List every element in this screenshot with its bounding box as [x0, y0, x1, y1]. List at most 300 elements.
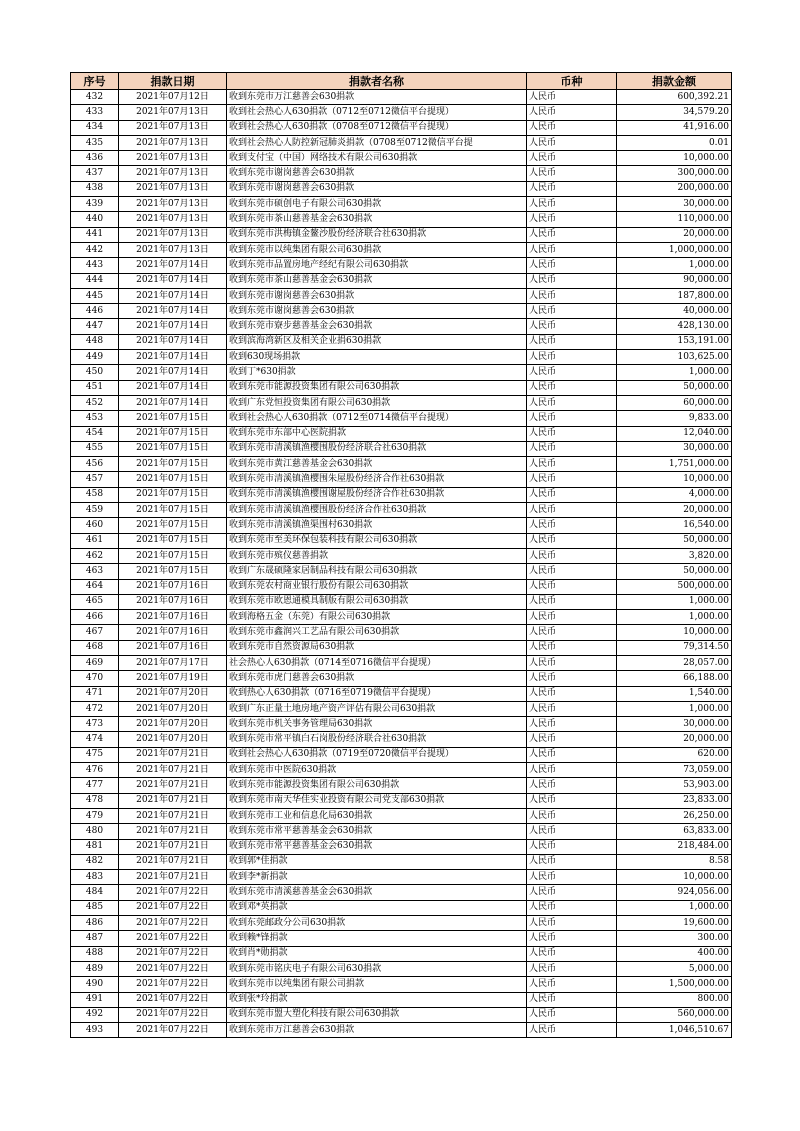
cell-donor: 收到东莞市清溪镇渔渠围村630捐款 — [227, 518, 527, 533]
table-row — [71, 518, 732, 533]
cell-seq: 486 — [71, 916, 119, 931]
table-row — [71, 304, 732, 319]
cell-amount: 19,600.00 — [617, 916, 732, 931]
cell-date: 2021年07月13日 — [119, 181, 227, 196]
cell-currency: 人民币 — [527, 181, 617, 196]
cell-donor: 收到东莞市能源投资集团有限公司630捐款 — [227, 380, 527, 395]
cell-amount: 218,484.00 — [617, 839, 732, 854]
cell-amount: 4,000.00 — [617, 487, 732, 502]
cell-currency: 人民币 — [527, 350, 617, 365]
cell-amount: 560,000.00 — [617, 1007, 732, 1022]
table-row — [71, 1023, 732, 1038]
cell-seq: 484 — [71, 885, 119, 900]
cell-date: 2021年07月22日 — [119, 931, 227, 946]
cell-donor: 收到东莞市谢岗慈善会630捐款 — [227, 166, 527, 181]
cell-date: 2021年07月21日 — [119, 763, 227, 778]
cell-seq: 471 — [71, 686, 119, 701]
cell-amount: 200,000.00 — [617, 181, 732, 196]
cell-amount: 110,000.00 — [617, 212, 732, 227]
cell-currency: 人民币 — [527, 854, 617, 869]
cell-donor: 收到东莞市洪梅镇金鳌沙股份经济联合社630捐款 — [227, 227, 527, 242]
cell-date: 2021年07月22日 — [119, 916, 227, 931]
table-row — [71, 640, 732, 655]
cell-currency: 人民币 — [527, 732, 617, 747]
cell-donor: 收到东莞市殡仪慈善捐款 — [227, 548, 527, 563]
cell-seq: 447 — [71, 319, 119, 334]
cell-currency: 人民币 — [527, 273, 617, 288]
cell-donor: 收到社会热心人630捐款（0712至0712微信平台提现） — [227, 105, 527, 120]
cell-currency: 人民币 — [527, 579, 617, 594]
table-row — [71, 227, 732, 242]
cell-date: 2021年07月13日 — [119, 227, 227, 242]
cell-seq: 482 — [71, 854, 119, 869]
cell-seq: 475 — [71, 747, 119, 762]
cell-date: 2021年07月16日 — [119, 594, 227, 609]
cell-amount: 26,250.00 — [617, 808, 732, 823]
cell-date: 2021年07月22日 — [119, 885, 227, 900]
table-row — [71, 732, 732, 747]
cell-amount: 1,000.00 — [617, 701, 732, 716]
cell-currency: 人民币 — [527, 105, 617, 120]
cell-date: 2021年07月15日 — [119, 487, 227, 502]
cell-currency: 人民币 — [527, 242, 617, 257]
cell-seq: 476 — [71, 763, 119, 778]
table-row — [71, 961, 732, 976]
cell-seq: 493 — [71, 1023, 119, 1038]
cell-date: 2021年07月14日 — [119, 273, 227, 288]
cell-currency: 人民币 — [527, 533, 617, 548]
cell-currency: 人民币 — [527, 395, 617, 410]
cell-date: 2021年07月15日 — [119, 426, 227, 441]
cell-date: 2021年07月22日 — [119, 961, 227, 976]
cell-amount: 50,000.00 — [617, 533, 732, 548]
cell-amount: 20,000.00 — [617, 503, 732, 518]
cell-amount: 428,130.00 — [617, 319, 732, 334]
table-row — [71, 931, 732, 946]
cell-seq: 492 — [71, 1007, 119, 1022]
cell-currency: 人民币 — [527, 365, 617, 380]
cell-donor: 收到支付宝（中国）网络技术有限公司630捐款 — [227, 151, 527, 166]
cell-amount: 34,579.20 — [617, 105, 732, 120]
cell-date: 2021年07月21日 — [119, 870, 227, 885]
cell-donor: 收到海格五金（东莞）有限公司630捐款 — [227, 610, 527, 625]
cell-date: 2021年07月13日 — [119, 120, 227, 135]
cell-seq: 437 — [71, 166, 119, 181]
cell-donor: 收到东莞市谢岗慈善会630捐款 — [227, 181, 527, 196]
cell-seq: 448 — [71, 334, 119, 349]
cell-donor: 收到东莞市南天华佳实业投资有限公司党支部630捐款 — [227, 793, 527, 808]
table-row — [71, 319, 732, 334]
cell-seq: 459 — [71, 503, 119, 518]
table-row — [71, 212, 732, 227]
cell-date: 2021年07月15日 — [119, 518, 227, 533]
cell-currency: 人民币 — [527, 380, 617, 395]
cell-seq: 443 — [71, 258, 119, 273]
cell-seq: 465 — [71, 594, 119, 609]
cell-seq: 462 — [71, 548, 119, 563]
cell-currency: 人民币 — [527, 227, 617, 242]
cell-donor: 收到社会热心人630捐款（0708至0712微信平台提现） — [227, 120, 527, 135]
cell-seq: 487 — [71, 931, 119, 946]
cell-amount: 1,500,000.00 — [617, 977, 732, 992]
cell-amount: 79,314.50 — [617, 640, 732, 655]
cell-donor: 收到广东晟硕隆家居制品科技有限公司630捐款 — [227, 564, 527, 579]
cell-donor: 收到东莞邮政分公司630捐款 — [227, 916, 527, 931]
cell-date: 2021年07月21日 — [119, 793, 227, 808]
cell-amount: 1,000.00 — [617, 594, 732, 609]
table-row — [71, 365, 732, 380]
cell-currency: 人民币 — [527, 778, 617, 793]
cell-currency: 人民币 — [527, 487, 617, 502]
cell-date: 2021年07月13日 — [119, 151, 227, 166]
cell-seq: 489 — [71, 961, 119, 976]
header-donor: 捐款者名称 — [227, 73, 527, 90]
cell-donor: 收到东莞市清溪镇渔樱围股份经济联合社630捐款 — [227, 441, 527, 456]
cell-seq: 455 — [71, 441, 119, 456]
cell-seq: 451 — [71, 380, 119, 395]
cell-donor: 收到东莞市东部中心医院捐款 — [227, 426, 527, 441]
cell-date: 2021年07月15日 — [119, 472, 227, 487]
cell-donor: 收到东莞市常平慈善基金会630捐款 — [227, 839, 527, 854]
cell-date: 2021年07月20日 — [119, 701, 227, 716]
cell-amount: 73,059.00 — [617, 763, 732, 778]
cell-seq: 456 — [71, 457, 119, 472]
cell-donor: 收到东莞市硕创电子有限公司630捐款 — [227, 197, 527, 212]
cell-seq: 490 — [71, 977, 119, 992]
cell-seq: 454 — [71, 426, 119, 441]
cell-donor: 收到赖*锋捐款 — [227, 931, 527, 946]
cell-currency: 人民币 — [527, 90, 617, 105]
table-row — [71, 824, 732, 839]
cell-currency: 人民币 — [527, 916, 617, 931]
cell-date: 2021年07月13日 — [119, 105, 227, 120]
cell-date: 2021年07月19日 — [119, 671, 227, 686]
cell-currency: 人民币 — [527, 426, 617, 441]
cell-seq: 446 — [71, 304, 119, 319]
cell-seq: 453 — [71, 411, 119, 426]
table-row — [71, 350, 732, 365]
cell-seq: 478 — [71, 793, 119, 808]
cell-donor: 收到东莞市以纯集团有限公司捐款 — [227, 977, 527, 992]
cell-seq: 464 — [71, 579, 119, 594]
cell-seq: 449 — [71, 350, 119, 365]
cell-donor: 收到郭*佳捐款 — [227, 854, 527, 869]
cell-amount: 30,000.00 — [617, 717, 732, 732]
cell-currency: 人民币 — [527, 763, 617, 778]
cell-currency: 人民币 — [527, 334, 617, 349]
table-row — [71, 426, 732, 441]
table-row — [71, 763, 732, 778]
cell-seq: 477 — [71, 778, 119, 793]
cell-seq: 473 — [71, 717, 119, 732]
cell-amount: 5,000.00 — [617, 961, 732, 976]
cell-amount: 187,800.00 — [617, 288, 732, 303]
cell-date: 2021年07月15日 — [119, 503, 227, 518]
table-row — [71, 273, 732, 288]
cell-currency: 人民币 — [527, 747, 617, 762]
table-row — [71, 457, 732, 472]
table-row — [71, 977, 732, 992]
cell-date: 2021年07月15日 — [119, 548, 227, 563]
cell-seq: 461 — [71, 533, 119, 548]
cell-currency: 人民币 — [527, 717, 617, 732]
cell-seq: 433 — [71, 105, 119, 120]
cell-amount: 20,000.00 — [617, 227, 732, 242]
cell-amount: 16,540.00 — [617, 518, 732, 533]
cell-donor: 收到东莞市品置房地产经纪有限公司630捐款 — [227, 258, 527, 273]
cell-donor: 收到东莞市能源投资集团有限公司630捐款 — [227, 778, 527, 793]
cell-amount: 0.01 — [617, 135, 732, 150]
cell-date: 2021年07月14日 — [119, 380, 227, 395]
cell-date: 2021年07月16日 — [119, 579, 227, 594]
table-row — [71, 197, 732, 212]
table-row — [71, 564, 732, 579]
cell-amount: 63,833.00 — [617, 824, 732, 839]
cell-donor: 收到东莞市清溪镇渔樱围谢屋股份经济合作社630捐款 — [227, 487, 527, 502]
donation-table — [70, 72, 732, 1038]
table-row — [71, 900, 732, 915]
cell-currency: 人民币 — [527, 946, 617, 961]
cell-currency: 人民币 — [527, 212, 617, 227]
cell-seq: 435 — [71, 135, 119, 150]
table-row — [71, 472, 732, 487]
cell-seq: 479 — [71, 808, 119, 823]
table-row — [71, 717, 732, 732]
table-row — [71, 946, 732, 961]
cell-seq: 463 — [71, 564, 119, 579]
cell-currency: 人民币 — [527, 961, 617, 976]
cell-seq: 467 — [71, 625, 119, 640]
cell-amount: 620.00 — [617, 747, 732, 762]
cell-amount: 50,000.00 — [617, 380, 732, 395]
cell-amount: 10,000.00 — [617, 151, 732, 166]
cell-seq: 458 — [71, 487, 119, 502]
table-row — [71, 854, 732, 869]
cell-donor: 收到广东党恒投资集团有限公司630捐款 — [227, 395, 527, 410]
cell-seq: 441 — [71, 227, 119, 242]
cell-date: 2021年07月22日 — [119, 900, 227, 915]
header-date: 捐款日期 — [119, 73, 227, 90]
cell-amount: 9,833.00 — [617, 411, 732, 426]
cell-donor: 收到东莞市茶山慈善基金会630捐款 — [227, 212, 527, 227]
cell-amount: 924,056.00 — [617, 885, 732, 900]
cell-amount: 1,751,000.00 — [617, 457, 732, 472]
cell-amount: 1,000.00 — [617, 365, 732, 380]
cell-donor: 收到邓*英捐款 — [227, 900, 527, 915]
cell-currency: 人民币 — [527, 120, 617, 135]
cell-currency: 人民币 — [527, 977, 617, 992]
cell-currency: 人民币 — [527, 564, 617, 579]
cell-seq: 491 — [71, 992, 119, 1007]
cell-donor: 收到东莞市以纯集团有限公司630捐款 — [227, 242, 527, 257]
cell-date: 2021年07月14日 — [119, 365, 227, 380]
table-row — [71, 671, 732, 686]
cell-date: 2021年07月17日 — [119, 655, 227, 670]
cell-date: 2021年07月15日 — [119, 457, 227, 472]
cell-donor: 收到东莞市自然资源局630捐款 — [227, 640, 527, 655]
cell-seq: 466 — [71, 610, 119, 625]
cell-seq: 452 — [71, 395, 119, 410]
cell-date: 2021年07月15日 — [119, 441, 227, 456]
cell-seq: 472 — [71, 701, 119, 716]
cell-donor: 收到张*玲捐款 — [227, 992, 527, 1007]
cell-date: 2021年07月15日 — [119, 411, 227, 426]
cell-date: 2021年07月21日 — [119, 808, 227, 823]
cell-amount: 3,820.00 — [617, 548, 732, 563]
cell-donor: 收到东莞市中医院630捐款 — [227, 763, 527, 778]
cell-currency: 人民币 — [527, 885, 617, 900]
table-row — [71, 594, 732, 609]
cell-date: 2021年07月22日 — [119, 1023, 227, 1038]
cell-donor: 收到东莞市铭庆电子有限公司630捐款 — [227, 961, 527, 976]
cell-currency: 人民币 — [527, 166, 617, 181]
cell-donor: 收到东莞市黄江慈善基金会630捐款 — [227, 457, 527, 472]
table-row — [71, 334, 732, 349]
cell-amount: 300.00 — [617, 931, 732, 946]
cell-amount: 103,625.00 — [617, 350, 732, 365]
cell-date: 2021年07月22日 — [119, 977, 227, 992]
cell-amount: 20,000.00 — [617, 732, 732, 747]
cell-currency: 人民币 — [527, 870, 617, 885]
cell-date: 2021年07月21日 — [119, 854, 227, 869]
cell-donor: 收到东莞市万江慈善会630捐款 — [227, 1023, 527, 1038]
cell-seq: 440 — [71, 212, 119, 227]
cell-donor: 收到东莞市清溪镇渔樱围股份经济合作社630捐款 — [227, 503, 527, 518]
cell-date: 2021年07月14日 — [119, 395, 227, 410]
cell-donor: 收到东莞市清溪慈善基金会630捐款 — [227, 885, 527, 900]
cell-donor: 收到社会热心人630捐款（0712至0714微信平台提现） — [227, 411, 527, 426]
cell-donor: 收到东莞市至美环保包装科技有限公司630捐款 — [227, 533, 527, 548]
cell-donor: 收到东莞市谢岗慈善会630捐款 — [227, 288, 527, 303]
cell-seq: 436 — [71, 151, 119, 166]
table-row — [71, 105, 732, 120]
cell-date: 2021年07月13日 — [119, 212, 227, 227]
header-currency: 币种 — [527, 73, 617, 90]
table-row — [71, 90, 732, 105]
cell-seq: 439 — [71, 197, 119, 212]
cell-donor: 收到李*新捐款 — [227, 870, 527, 885]
cell-amount: 66,188.00 — [617, 671, 732, 686]
cell-seq: 438 — [71, 181, 119, 196]
cell-seq: 432 — [71, 90, 119, 105]
cell-donor: 收到丁*630捐款 — [227, 365, 527, 380]
cell-date: 2021年07月20日 — [119, 686, 227, 701]
cell-currency: 人民币 — [527, 808, 617, 823]
cell-donor: 收到东莞市万江慈善会630捐款 — [227, 90, 527, 105]
cell-amount: 300,000.00 — [617, 166, 732, 181]
cell-amount: 10,000.00 — [617, 472, 732, 487]
cell-date: 2021年07月21日 — [119, 824, 227, 839]
cell-donor: 收到东莞市茶山慈善基金会630捐款 — [227, 273, 527, 288]
cell-amount: 400.00 — [617, 946, 732, 961]
cell-currency: 人民币 — [527, 548, 617, 563]
table-row — [71, 503, 732, 518]
cell-donor: 收到东莞市机关事务管理局630捐款 — [227, 717, 527, 732]
cell-seq: 470 — [71, 671, 119, 686]
table-row — [71, 992, 732, 1007]
table-row — [71, 579, 732, 594]
cell-date: 2021年07月22日 — [119, 992, 227, 1007]
cell-seq: 483 — [71, 870, 119, 885]
cell-currency: 人民币 — [527, 640, 617, 655]
cell-currency: 人民币 — [527, 258, 617, 273]
table-row — [71, 655, 732, 670]
cell-seq: 460 — [71, 518, 119, 533]
cell-amount: 10,000.00 — [617, 625, 732, 640]
cell-donor: 收到肖*勋捐款 — [227, 946, 527, 961]
cell-date: 2021年07月16日 — [119, 640, 227, 655]
cell-date: 2021年07月13日 — [119, 135, 227, 150]
cell-currency: 人民币 — [527, 304, 617, 319]
cell-donor: 收到东莞农村商业银行股份有限公司630捐款 — [227, 579, 527, 594]
cell-date: 2021年07月21日 — [119, 747, 227, 762]
cell-amount: 1,000,000.00 — [617, 242, 732, 257]
cell-donor: 收到630现场捐款 — [227, 350, 527, 365]
cell-amount: 1,000.00 — [617, 258, 732, 273]
header-amount: 捐款金额 — [617, 73, 732, 90]
table-row — [71, 441, 732, 456]
cell-amount: 153,191.00 — [617, 334, 732, 349]
cell-date: 2021年07月21日 — [119, 778, 227, 793]
cell-amount: 12,040.00 — [617, 426, 732, 441]
cell-currency: 人民币 — [527, 594, 617, 609]
cell-donor: 收到东莞市谢岗慈善会630捐款 — [227, 304, 527, 319]
cell-currency: 人民币 — [527, 610, 617, 625]
cell-seq: 468 — [71, 640, 119, 655]
cell-seq: 444 — [71, 273, 119, 288]
cell-amount: 8.58 — [617, 854, 732, 869]
cell-currency: 人民币 — [527, 701, 617, 716]
cell-donor: 收到热心人630捐款（0716至0719微信平台提现） — [227, 686, 527, 701]
cell-date: 2021年07月22日 — [119, 946, 227, 961]
table-row — [71, 395, 732, 410]
cell-currency: 人民币 — [527, 151, 617, 166]
table-row — [71, 533, 732, 548]
cell-currency: 人民币 — [527, 900, 617, 915]
table-row — [71, 548, 732, 563]
cell-amount: 1,000.00 — [617, 610, 732, 625]
table-row — [71, 120, 732, 135]
table-row — [71, 166, 732, 181]
cell-donor: 收到东莞市鑫润兴工艺品有限公司630捐款 — [227, 625, 527, 640]
cell-currency: 人民币 — [527, 824, 617, 839]
cell-seq: 457 — [71, 472, 119, 487]
cell-donor: 收到东莞市清溪镇渔樱围朱屋股份经济合作社630捐款 — [227, 472, 527, 487]
cell-amount: 53,903.00 — [617, 778, 732, 793]
cell-amount: 50,000.00 — [617, 564, 732, 579]
cell-donor: 收到社会热心人630捐款（0719至0720微信平台提现） — [227, 747, 527, 762]
cell-currency: 人民币 — [527, 197, 617, 212]
cell-amount: 90,000.00 — [617, 273, 732, 288]
cell-currency: 人民币 — [527, 518, 617, 533]
cell-donor: 收到东莞市寮步慈善基金会630捐款 — [227, 319, 527, 334]
cell-date: 2021年07月14日 — [119, 334, 227, 349]
cell-donor: 收到东莞市常平镇白石岗股份经济联合社630捐款 — [227, 732, 527, 747]
table-row — [71, 610, 732, 625]
cell-date: 2021年07月14日 — [119, 258, 227, 273]
table-row — [71, 778, 732, 793]
cell-currency: 人民币 — [527, 931, 617, 946]
cell-currency: 人民币 — [527, 671, 617, 686]
cell-amount: 30,000.00 — [617, 441, 732, 456]
cell-amount: 30,000.00 — [617, 197, 732, 212]
cell-currency: 人民币 — [527, 686, 617, 701]
cell-date: 2021年07月14日 — [119, 288, 227, 303]
table-row — [71, 747, 732, 762]
table-row — [71, 839, 732, 854]
cell-date: 2021年07月14日 — [119, 304, 227, 319]
cell-currency: 人民币 — [527, 655, 617, 670]
